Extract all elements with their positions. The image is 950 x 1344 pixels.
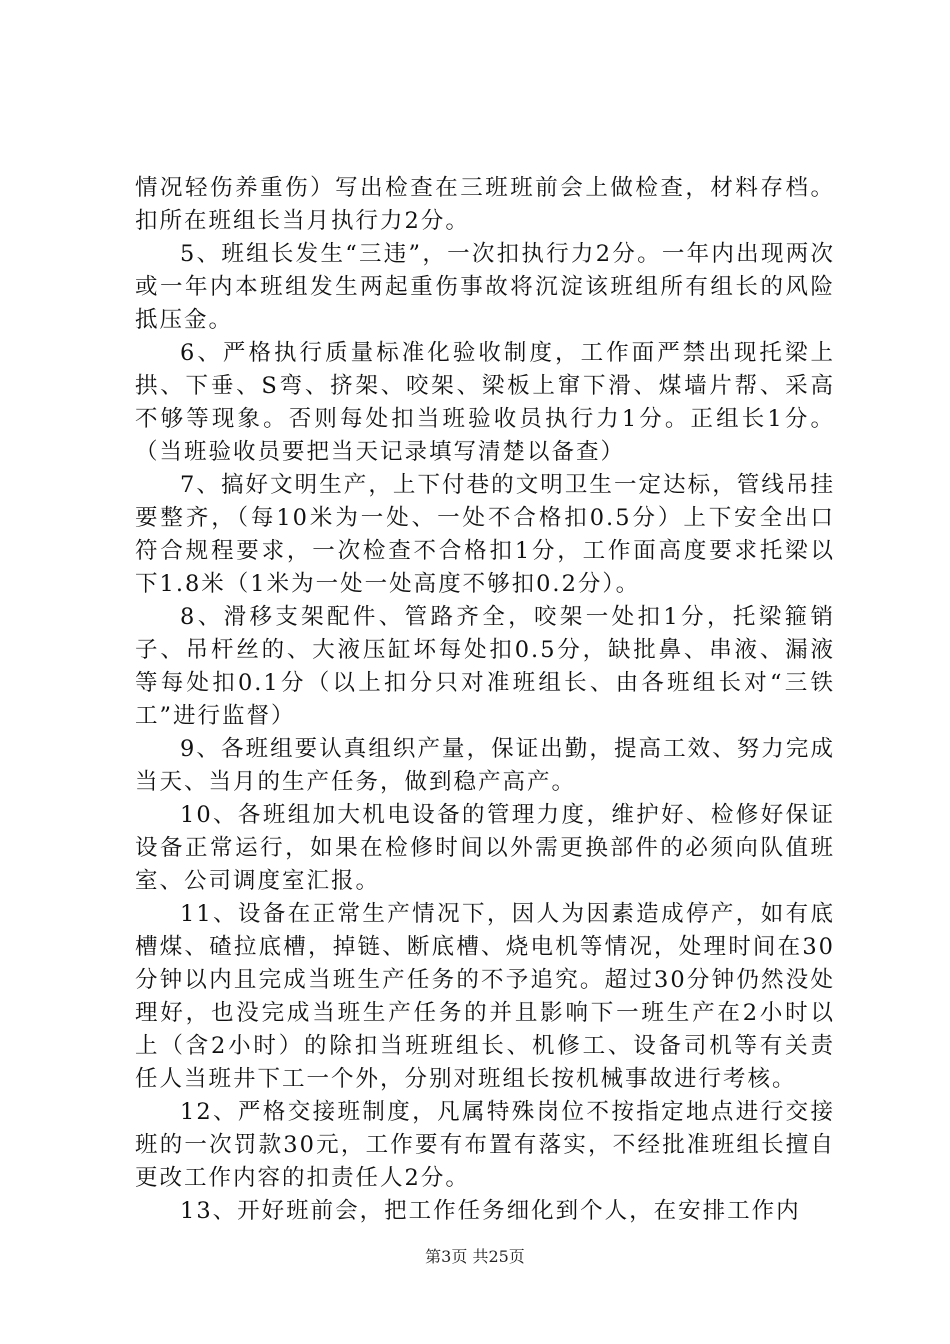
paragraph-8: 11、设备在正常生产情况下，因人为因素造成停产，如有底槽煤、碴拉底槽，掉链、断底槽、烧电机等情况，处理时间在30分钟以内且完成当班生产任务的不予追究。超过30分钟仍然没处理好，也没完成当班生产任务的并且影响下一班生产在2小时以上（含2小时）的除扣当班班组长、机修工、设备司机等有关责任人当班井下工一个外，分别对班组长按机械事故进行考核。 [135,901,835,1092]
paragraph-7: 10、各班组加大机电设备的管理力度，维护好、检修好保证设备正常运行，如果在检修时间以外需更换部件的必须向队值班室、公司调度室汇报。 [135,802,835,894]
paragraph-4: 7、搞好文明生产，上下付巷的文明卫生一定达标，管线吊挂要整齐，（每10米为一处、一处不合格扣0.5分）上下安全出口符合规程要求，一次检查不合格扣1分，工作面高度要求托梁以下1.8米（1米为一处一处高度不够扣0.2分）。 [135,472,835,597]
document-body [135,172,835,1228]
paragraph-3: 6、严格执行质量标准化验收制度，工作面严禁出现托梁上拱、下垂、S弯、挤架、咬架、梁板上窜下滑、煤墙片帮、采高不够等现象。否则每处扣当班验收员执行力1分。正组长1分。（当班验收员要把当天记录填写清楚以备查） [135,340,835,465]
paragraph-9: 12、严格交接班制度，凡属特殊岗位不按指定地点进行交接班的一次罚款30元，工作要有布置有落实，不经批准班组长擅自更改工作内容的扣责任人2分。 [135,1099,835,1191]
paragraph-1: 情况轻伤养重伤）写出检查在三班班前会上做检查，材料存档。扣所在班组长当月执行力2分。 [135,175,835,234]
paragraph-6: 9、各班组要认真组织产量，保证出勤，提高工效、努力完成当天、当月的生产任务，做到稳产高产。 [135,736,835,795]
paragraph-5: 8、滑移支架配件、管路齐全，咬架一处扣1分，托梁箍销子、吊杆丝的、大液压缸坏每处扣0.5分，缺批鼻、串液、漏液等每处扣0.1分（以上扣分只对准班组长、由各班组长对“三铁工”进行监督） [135,604,835,729]
paragraph-2: 5、班组长发生“三违”，一次扣执行力2分。一年内出现两次或一年内本班组发生两起重伤事故将沉淀该班组所有组长的风险抵压金。 [135,241,835,333]
paragraph-10: 13、开好班前会，把工作任务细化到个人，在安排工作内 [180,1198,801,1224]
page-number-footer: 第3页 共25页 [425,1247,525,1266]
